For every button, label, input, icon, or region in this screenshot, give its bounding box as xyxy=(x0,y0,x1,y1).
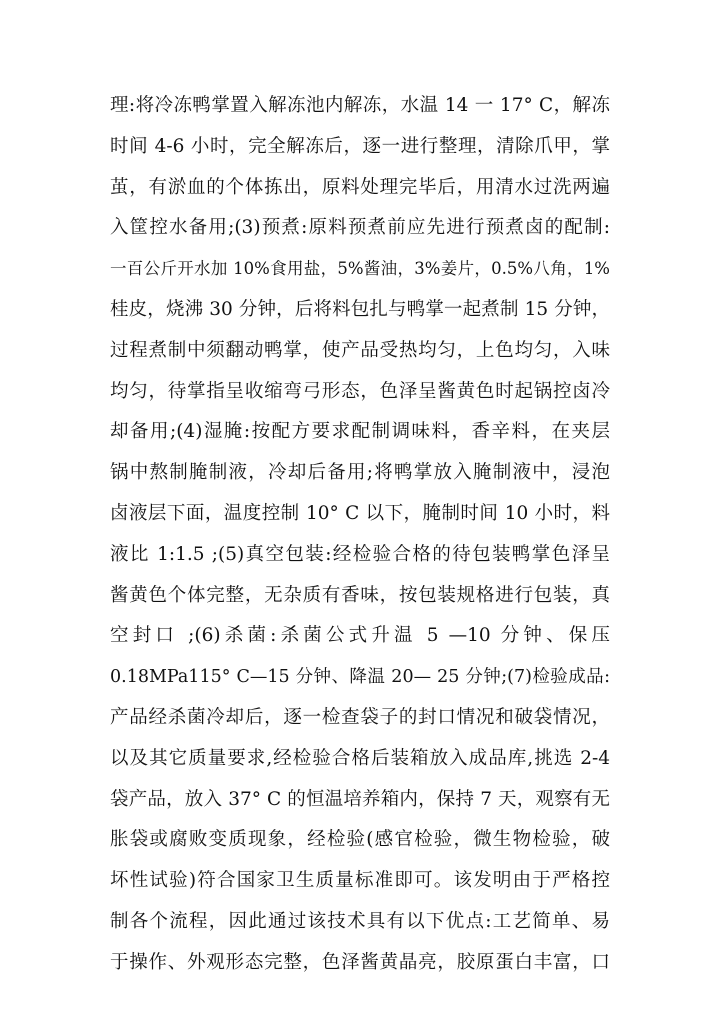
text-line: 过程煮制中须翻动鸭掌，使产品受热均匀，上色均匀，入味 xyxy=(110,339,610,361)
text-line: 理:将冷冻鸭掌置入解冻池内解冻，水温 14 一 17° C，解冻 xyxy=(110,95,610,116)
body-text xyxy=(110,86,610,984)
text-line: 时间 4-6 小时，完全解冻后，逐一进行整理，清除爪甲，掌 xyxy=(110,135,610,157)
text-line: 入筐控水备用;(3)预煮:原料预煮前应先进行预煮卤的配制: xyxy=(110,217,610,239)
text-line: 以及其它质量要求,经检验合格后装箱放入成品库,挑选 2-4 xyxy=(110,747,610,769)
text-line: 茧，有淤血的个体拣出，原料处理完毕后，用清水过洗两遍 xyxy=(110,176,610,198)
text-line: 于操作、外观形态完整，色泽酱黄晶亮，胶原蛋白丰富，口 xyxy=(110,951,610,973)
text-line: 均匀，待掌指呈收缩弯弓形态，色泽呈酱黄色时起锅控卤冷 xyxy=(110,380,610,402)
text-line: 桂皮，烧沸 30 分钟，后将料包扎与鸭掌一起煮制 15 分钟， xyxy=(110,298,610,320)
text-line: 锅中熬制腌制液，冷却后备用;将鸭掌放入腌制液中，浸泡 xyxy=(110,462,610,484)
text-line: 一百公斤开水加 10%食用盐，5%酱油，3%姜片，0.5%八角，1% xyxy=(110,259,610,279)
text-line: 空封口 ;(6)杀菌:杀菌公式升温 5 —10 分钟、保压 xyxy=(110,625,610,647)
text-line: 液比 1:1.5 ;(5)真空包装:经检验合格的待包装鸭掌色泽呈 xyxy=(110,543,610,565)
text-line: 袋产品，放入 37° C 的恒温培养箱内，保持 7 天，观察有无 xyxy=(110,788,610,810)
text-line: 酱黄色个体完整，无杂质有香味，按包装规格进行包装，真 xyxy=(110,584,610,606)
text-line: 胀袋或腐败变质现象，经检验(感官检验，微生物检验，破 xyxy=(110,829,610,851)
text-line: 制各个流程，因此通过该技术具有以下优点:工艺简单、易 xyxy=(110,910,610,932)
text-line: 卤液层下面，温度控制 10° C 以下，腌制时间 10 小时，料 xyxy=(110,502,610,524)
text-line: 坏性试验)符合国家卫生质量标准即可。该发明由于严格控 xyxy=(110,870,610,892)
text-line: 却备用;(4)湿腌:按配方要求配制调味料，香辛料，在夹层 xyxy=(110,421,610,443)
text-line: 0.18MPa115° C—15 分钟、降温 20— 25 分钟;(7)检验成品: xyxy=(110,667,610,688)
text-line: 产品经杀菌冷却后，逐一检查袋子的封口情况和破袋情况， xyxy=(110,706,610,728)
